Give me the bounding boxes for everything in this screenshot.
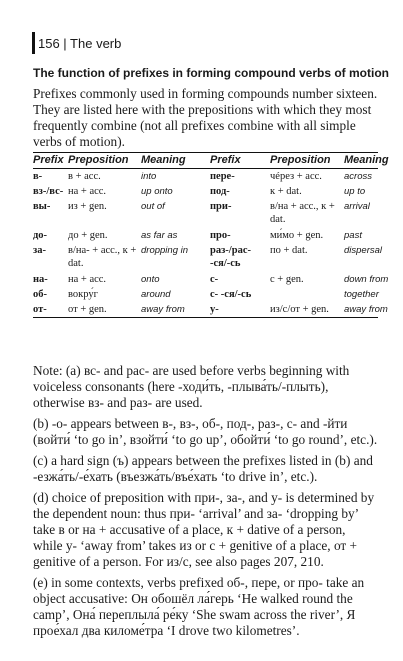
meaning-cell: as far as bbox=[141, 230, 178, 241]
meaning-cell: up to bbox=[344, 186, 366, 197]
meaning-cell: dropping in bbox=[141, 245, 189, 256]
prefix-cell: на- bbox=[33, 274, 48, 285]
preposition-cell: от + gen. bbox=[68, 304, 107, 315]
preposition-cell: в + acc. bbox=[68, 171, 101, 182]
meaning-cell: arrival bbox=[344, 201, 370, 212]
table-row bbox=[33, 287, 378, 302]
prefix-cell: раз-/рас- -ся/-сь bbox=[210, 245, 251, 269]
margin-bar bbox=[32, 32, 35, 54]
note-d: (d) choice of preposition with при-, за-, and у- is determined by the dependent noun: thus при- ‘arrival’ and за- ‘dropping by’ take в or на + accusative of a place, к + dative of a person, while у- ‘away from’ takes из or с + genitive of a place, от + genitive of a person. For из/с, see also pages 207, 210. bbox=[33, 490, 375, 569]
preposition-cell: по + dat. bbox=[270, 245, 308, 256]
table-row bbox=[33, 169, 378, 184]
meaning-cell: out of bbox=[141, 201, 165, 212]
preposition-cell: до + gen. bbox=[68, 230, 108, 241]
header-meaning: Meaning bbox=[141, 154, 186, 166]
preposition-cell: к + dat. bbox=[270, 186, 302, 197]
header-meaning-2: Meaning bbox=[344, 154, 389, 166]
prefix-cell: вз-/вс- bbox=[33, 186, 64, 197]
prefix-cell: с- -ся/-сь bbox=[210, 289, 252, 300]
prefix-cell: у- bbox=[210, 304, 219, 315]
prefix-cell: при- bbox=[210, 201, 232, 212]
prefix-cell: пере- bbox=[210, 171, 235, 182]
running-head bbox=[32, 32, 121, 54]
table-row bbox=[33, 184, 378, 199]
prefix-cell: под- bbox=[210, 186, 230, 197]
header-preposition-2: Preposition bbox=[270, 154, 331, 166]
table-bottom-rule bbox=[33, 317, 378, 318]
prefix-cell: вы- bbox=[33, 201, 51, 212]
preposition-cell: вокру́г bbox=[68, 289, 98, 300]
meaning-cell: onto bbox=[141, 274, 160, 285]
note-a: Note: (a) вс- and рас- are used before verbs beginning with voiceless consonants (here -ходи́ть, -плыва́ть/-плыть), otherwise вз- and раз- are used. bbox=[33, 363, 350, 410]
notes-section bbox=[33, 363, 378, 644]
prefix-cell: с- bbox=[210, 274, 219, 285]
header-preposition: Preposition bbox=[68, 154, 129, 166]
preposition-cell: с + gen. bbox=[270, 274, 304, 285]
preposition-cell: из/с/от + gen. bbox=[270, 304, 329, 315]
meaning-cell: down from bbox=[344, 274, 389, 285]
preposition-cell: на + acc. bbox=[68, 274, 107, 285]
meaning-cell: away from bbox=[344, 304, 388, 315]
preposition-cell: чéрез + acc. bbox=[270, 171, 322, 182]
meaning-cell: across bbox=[344, 171, 372, 182]
running-head-text: 156 | The verb bbox=[38, 35, 122, 51]
table-row bbox=[33, 272, 389, 287]
meaning-cell: past bbox=[344, 230, 362, 241]
note-c: (c) a hard sign (ъ) appears between the prefixes listed in (b) and -езжа́ть/-е́хать (въезжа́ть/въе́хать ‘to drive in’, etc.). bbox=[33, 453, 373, 484]
prefix-cell: до- bbox=[33, 230, 48, 241]
table-row bbox=[33, 228, 378, 243]
meaning-cell: dispersal bbox=[344, 245, 383, 256]
table-row bbox=[33, 243, 383, 272]
prefix-cell: в- bbox=[33, 171, 43, 182]
prefix-cell: об- bbox=[33, 289, 47, 300]
header-prefix: Prefix bbox=[33, 154, 64, 166]
table-row bbox=[33, 302, 388, 317]
preposition-cell: в/на- + acc., к + dat. bbox=[68, 245, 137, 269]
section-title: The function of prefixes in forming compound verbs of motion bbox=[33, 66, 389, 80]
prefix-cell: за- bbox=[33, 245, 46, 256]
meaning-cell: away from bbox=[141, 304, 185, 315]
intro-paragraph: Prefixes commonly used in forming compounds number sixteen. They are listed here with the prepositions with which they most frequently combine (not all prefixes combine with all simple verbs of motion). bbox=[33, 86, 378, 149]
preposition-cell: в/на + acc., к + dat. bbox=[270, 201, 335, 225]
prefix-table bbox=[33, 152, 389, 318]
table-row bbox=[33, 199, 378, 228]
meaning-cell: around bbox=[141, 289, 171, 300]
meaning-cell: together bbox=[344, 289, 379, 300]
meaning-cell: into bbox=[141, 171, 157, 182]
note-b: (b) -о- appears between в-, вз-, об-, под-, раз-, с- and -йти (войти́ ‘to go in’, взойти́ ‘to go up’, обойти́ ‘to go round’, etc.). bbox=[33, 416, 378, 447]
preposition-cell: из + gen. bbox=[68, 201, 107, 212]
prefix-cell: про- bbox=[210, 230, 231, 241]
prefix-cell: от- bbox=[33, 304, 47, 315]
preposition-cell: на + acc. bbox=[68, 186, 107, 197]
header-prefix-2: Prefix bbox=[210, 154, 241, 166]
note-e: (e) in some contexts, verbs prefixed об-, пере, or про- take an object accusative: Он обошёл ла́герь ‘He walked round the camp’, Она́ переплыла́ ре́ку ‘She swam across the river’, Я прое́хал два киломе́тра ‘I drove two kilometres’. bbox=[33, 575, 365, 638]
preposition-cell: ми́мо + gen. bbox=[270, 230, 324, 241]
table-header-row bbox=[33, 153, 389, 168]
meaning-cell: up onto bbox=[141, 186, 173, 197]
